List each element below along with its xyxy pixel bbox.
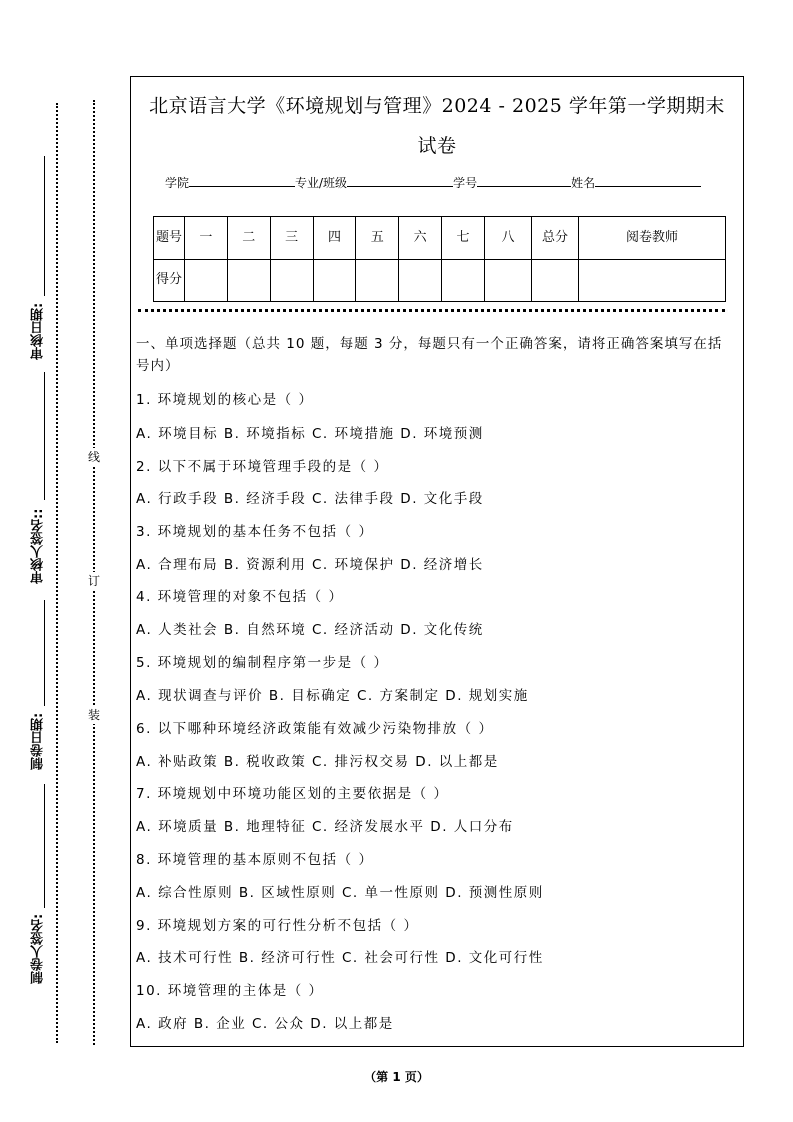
options-10: A. 政府 B. 企业 C. 公众 D. 以上都是 — [136, 1016, 394, 1032]
question-3: 3. 环境规划的基本任务不包括（ ） — [136, 524, 374, 540]
score-label: 得分 — [154, 259, 185, 302]
reviewer-sign-label: 审核人签名:: — [31, 508, 46, 584]
question-4: 4. 环境管理的对象不包括（ ） — [136, 589, 344, 605]
score-cell-5[interactable] — [356, 259, 399, 302]
question-6: 6. 以下哪种环境经济政策能有效减少污染物排放（ ） — [136, 721, 494, 737]
score-cell-4[interactable] — [313, 259, 356, 302]
major-class-blank[interactable] — [347, 174, 453, 187]
col-1: 一 — [185, 217, 228, 260]
question-7: 7. 环境规划中环境功能区划的主要依据是（ ） — [136, 786, 449, 802]
college-blank[interactable] — [189, 174, 295, 187]
maker-sign-label: 制卷人签名: — [31, 913, 46, 985]
grader-label: 阅卷教师 — [579, 217, 726, 260]
score-table-score-row — [154, 259, 726, 302]
options-5: A. 现状调查与评价 B. 目标确定 C. 方案制定 D. 规划实施 — [136, 688, 529, 704]
col-2: 二 — [227, 217, 270, 260]
options-3: A. 合理布局 B. 资源利用 C. 环境保护 D. 经济增长 — [136, 557, 484, 573]
review-date-label: 审核日期: — [31, 302, 46, 360]
options-8: A. 综合性原则 B. 区域性原则 C. 单一性原则 D. 预测性原则 — [136, 885, 544, 901]
options-7: A. 环境质量 B. 地理特征 C. 经济发展水平 D. 人口分布 — [136, 819, 514, 835]
col-8: 八 — [485, 217, 532, 260]
maker-sign-line — [44, 784, 45, 908]
score-cell-total[interactable] — [532, 259, 579, 302]
name-blank[interactable] — [595, 174, 701, 187]
section1-heading: 一、单项选择题（总共 10 题，每题 3 分，每题只有一个正确答案，请将正确答案填写在括号内） — [136, 336, 723, 374]
make-date-label: 制卷日期: — [31, 712, 46, 770]
question-8: 8. 环境管理的基本原则不包括（ ） — [136, 852, 374, 868]
major-class-label: 专业/班级 — [295, 176, 348, 190]
score-cell-2[interactable] — [227, 259, 270, 302]
bind-char-zhuang: 装 — [85, 706, 103, 724]
col-4: 四 — [313, 217, 356, 260]
score-cell-8[interactable] — [485, 259, 532, 302]
exam-frame — [130, 76, 744, 1047]
question-9: 9. 环境规划方案的可行性分析不包括（ ） — [136, 918, 419, 934]
binding-dotted-line-outer — [56, 103, 58, 1043]
make-date-line — [44, 600, 45, 706]
score-cell-grader[interactable] — [579, 259, 726, 302]
question-5: 5. 环境规划的编制程序第一步是（ ） — [136, 655, 389, 671]
options-9: A. 技术可行性 B. 经济可行性 C. 社会可行性 D. 文化可行性 — [136, 950, 544, 966]
col-6: 六 — [399, 217, 442, 260]
score-cell-6[interactable] — [399, 259, 442, 302]
page-number: （第 1 页） — [364, 1070, 429, 1084]
score-cell-7[interactable] — [442, 259, 485, 302]
reviewer-sign-line — [44, 372, 45, 500]
question-2: 2. 以下不属于环境管理手段的是（ ） — [136, 459, 389, 475]
col-total: 总分 — [532, 217, 579, 260]
col-5: 五 — [356, 217, 399, 260]
exam-title-line1: 北京语言大学《环境规划与管理》2024 - 2025 学年第一学期期末 — [149, 95, 725, 117]
dotted-separator — [138, 309, 725, 312]
question-1: 1. 环境规划的核心是（ ） — [136, 392, 314, 408]
options-6: A. 补贴政策 B. 税收政策 C. 排污权交易 D. 以上都是 — [136, 754, 499, 770]
options-4: A. 人类社会 B. 自然环境 C. 经济活动 D. 文化传统 — [136, 622, 484, 638]
score-cell-1[interactable] — [185, 259, 228, 302]
score-table-header-row — [154, 217, 726, 260]
bind-char-line: 线 — [85, 448, 103, 466]
question-no-label: 题号 — [154, 217, 185, 260]
student-id-blank[interactable] — [477, 174, 571, 187]
question-10: 10. 环境管理的主体是（ ） — [136, 983, 324, 999]
exam-title-line2: 试卷 — [417, 135, 457, 157]
review-date-line — [44, 156, 45, 296]
bind-char-ding: 订 — [85, 572, 103, 590]
student-info-row — [165, 174, 701, 191]
name-label: 姓名 — [571, 176, 596, 190]
col-7: 七 — [442, 217, 485, 260]
student-id-label: 学号 — [453, 176, 478, 190]
options-2: A. 行政手段 B. 经济手段 C. 法律手段 D. 文化手段 — [136, 491, 484, 507]
options-1: A. 环境目标 B. 环境指标 C. 环境措施 D. 环境预测 — [136, 426, 484, 442]
col-3: 三 — [270, 217, 313, 260]
score-table — [153, 216, 726, 302]
college-label: 学院 — [165, 176, 190, 190]
score-cell-3[interactable] — [270, 259, 313, 302]
